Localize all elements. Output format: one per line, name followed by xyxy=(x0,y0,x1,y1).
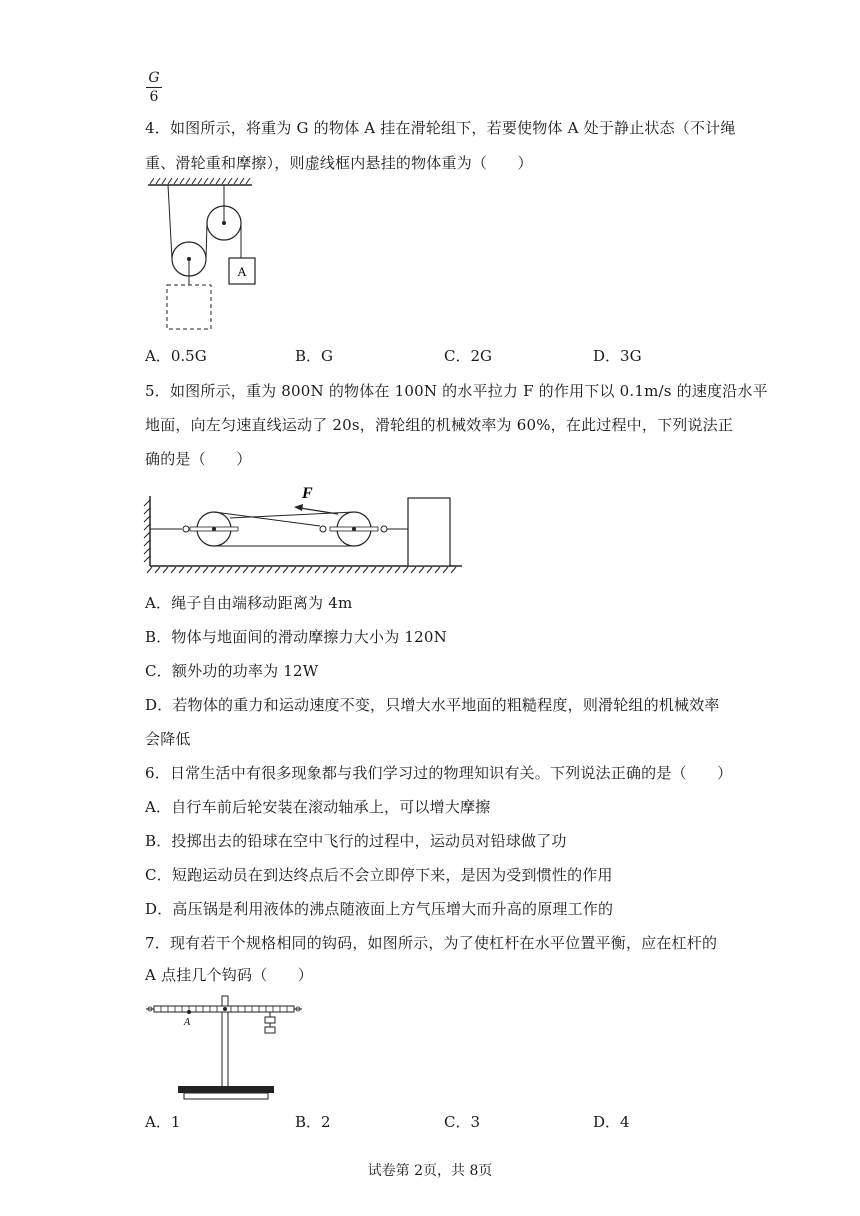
q5-force-label: F xyxy=(302,485,313,502)
q4-option-d[interactable]: D．3G xyxy=(593,347,642,365)
q6-option-d[interactable]: D．高压锅是利用液体的沸点随液面上方气压增大而升高的原理工作的 xyxy=(145,900,614,918)
page-footer: 试卷第 2页，共 8页 xyxy=(367,1163,493,1179)
q4-stem-line2: 重、滑轮重和摩擦），则虚线框内悬挂的物体重为（ ） xyxy=(145,154,533,172)
q5-option-a[interactable]: A．绳子自由端移动距离为 4m xyxy=(145,594,353,612)
q6-option-b[interactable]: B．投掷出去的铅球在空中飞行的过程中，运动员对铅球做了功 xyxy=(145,832,567,850)
fraction-numerator: G xyxy=(146,70,162,88)
q4-box-a-label: A xyxy=(237,264,247,279)
q5-option-c[interactable]: C．额外功的功率为 12W xyxy=(145,662,319,680)
q5-stem-line2: 地面，向左匀速直线运动了 20s，滑轮组的机械效率为 60%，在此过程中，下列说法正 xyxy=(145,416,734,434)
q4-stem-line1: 4．如图所示，将重为 G 的物体 A 挂在滑轮组下，若要使物体 A 处于静止状态（不计绳 xyxy=(145,119,736,137)
q7-option-b[interactable]: B．2 xyxy=(295,1113,331,1131)
q5-option-b[interactable]: B．物体与地面间的滑动摩擦力大小为 120N xyxy=(145,628,447,646)
q7-option-d[interactable]: D．4 xyxy=(593,1113,630,1131)
q7-point-a-label: A xyxy=(184,1017,191,1028)
fraction-g-over-6 xyxy=(146,70,162,106)
q5-option-d[interactable]: D．若物体的重力和运动速度不变，只增大水平地面的粗糙程度，则滑轮组的机械效率 xyxy=(145,696,720,714)
q4-option-a[interactable]: A．0.5G xyxy=(145,347,207,365)
q5-stem-line1: 5．如图所示，重为 800N 的物体在 100N 的水平拉力 F 的作用下以 0.1m/s 的速度沿水平 xyxy=(145,382,768,400)
q4-pulley-figure xyxy=(140,175,270,335)
q7-stem-line2: A 点挂几个钩码（ ） xyxy=(145,966,314,984)
q7-option-c[interactable]: C．3 xyxy=(444,1113,481,1131)
q5-stem-line3: 确的是（ ） xyxy=(145,450,252,468)
q7-stem-line1: 7．现有若干个规格相同的钩码，如图所示，为了使杠杆在水平位置平衡，应在杠杆的 xyxy=(145,934,718,952)
q4-option-c[interactable]: C．2G xyxy=(444,347,493,365)
q5-option-d-continued: 会降低 xyxy=(145,730,191,748)
q5-horizontal-pulley-figure xyxy=(140,478,470,578)
q7-option-a[interactable]: A．1 xyxy=(145,1113,181,1131)
q6-option-a[interactable]: A．自行车前后轮安装在滚动轴承上，可以增大摩擦 xyxy=(145,798,491,816)
fraction-denominator: 6 xyxy=(149,89,159,105)
q7-lever-figure xyxy=(140,990,315,1105)
q4-option-b[interactable]: B．G xyxy=(295,347,334,365)
q6-stem: 6．日常生活中有很多现象都与我们学习过的物理知识有关。下列说法正确的是（ ） xyxy=(145,764,733,782)
q6-option-c[interactable]: C．短跑运动员在到达终点后不会立即停下来，是因为受到惯性的作用 xyxy=(145,866,613,884)
